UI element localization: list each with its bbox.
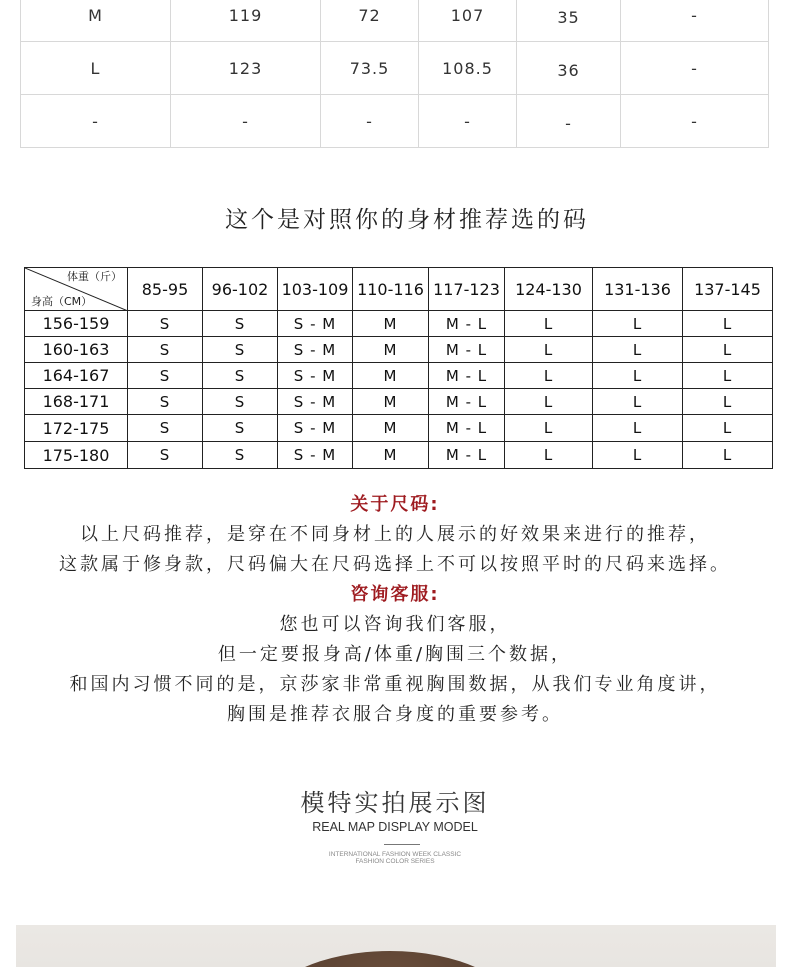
measurement-cell: 73.5 (321, 42, 419, 95)
height-range-cell: 172-175 (25, 415, 128, 442)
size-label-cell: L (21, 42, 171, 95)
service-notes-line: 您也可以咨询我们客服， (279, 614, 511, 635)
size-cell: L (683, 363, 773, 389)
size-row (21, 95, 769, 148)
size-cell: L (593, 442, 683, 469)
measurement-cell: 123 (171, 42, 321, 95)
size-cell: L (683, 337, 773, 363)
measurement-cell: 119 (171, 0, 321, 42)
size-notes-line: 这款属于修身款，尺码偏大在尺码选择上不可以按照平时的尺码来选择。 (59, 554, 731, 575)
height-range-cell: 160-163 (25, 337, 128, 363)
height-axis-label: 身高（CM） (31, 295, 93, 308)
size-notes-line: 以上尺码推荐，是穿在不同身材上的人展示的好效果来进行的推荐， (80, 524, 710, 545)
height-range-cell: 175-180 (25, 442, 128, 469)
size-cell: L (505, 337, 593, 363)
size-label-cell: - (21, 95, 171, 148)
size-cell: L (505, 442, 593, 469)
weight-range-header: 124-130 (505, 268, 593, 311)
height-range-cell: 164-167 (25, 363, 128, 389)
service-notes-line: 和国内习惯不同的是，京莎家非常重视胸围数据，从我们专业角度讲， (69, 674, 721, 695)
height-range-cell: 168-171 (25, 389, 128, 415)
measurement-cell: 36 (517, 42, 621, 95)
weight-axis-label: 体重（斤） (67, 270, 122, 283)
size-row (21, 0, 769, 42)
size-cell: L (683, 389, 773, 415)
model-section-tagline: FASHION COLOR SERIES (355, 858, 435, 865)
height-range-cell: 156-159 (25, 311, 128, 337)
weight-range-header: 110-116 (353, 268, 429, 311)
size-cell: S - M (278, 363, 353, 389)
recommendation-title: 这个是对照你的身材推荐选的码 (225, 207, 589, 233)
model-hair (265, 951, 515, 967)
size-cell: M (353, 389, 429, 415)
measurement-cell: 108.5 (419, 42, 517, 95)
section-divider (384, 844, 420, 845)
model-section-tagline: INTERNATIONAL FASHION WEEK CLASSIC (328, 851, 462, 858)
service-notes-line: 胸围是推荐衣服合身度的重要参考。 (227, 704, 563, 725)
size-cell: M - L (429, 415, 505, 442)
service-notes-heading: 咨询客服: (350, 584, 440, 605)
weight-range-header: 85-95 (128, 268, 203, 311)
size-cell: M - L (429, 363, 505, 389)
height-row (25, 311, 773, 337)
weight-range-header: 103-109 (278, 268, 353, 311)
measurement-cell: - (621, 95, 769, 148)
size-cell: S (128, 363, 203, 389)
size-cell: L (593, 389, 683, 415)
service-notes-line: 但一定要报身高/体重/胸围三个数据， (217, 644, 573, 665)
size-cell: S - M (278, 389, 353, 415)
size-cell: L (593, 311, 683, 337)
size-notes-heading: 关于尺码: (350, 494, 440, 515)
size-cell: S (128, 389, 203, 415)
weight-range-header: 96-102 (203, 268, 278, 311)
size-cell: S (203, 337, 278, 363)
size-cell: M (353, 363, 429, 389)
size-notes-block (0, 490, 790, 730)
size-cell: L (683, 442, 773, 469)
model-section-subtitle: REAL MAP DISPLAY MODEL (312, 820, 478, 834)
size-cell: S (203, 311, 278, 337)
size-cell: S (128, 337, 203, 363)
model-section-title: 模特实拍展示图 (300, 789, 490, 817)
height-row (25, 337, 773, 363)
size-label-cell: M (21, 0, 171, 42)
size-cell: L (593, 363, 683, 389)
size-cell: M (353, 415, 429, 442)
size-cell: S - M (278, 442, 353, 469)
size-cell: S - M (278, 311, 353, 337)
height-row (25, 442, 773, 469)
measurement-cell: - (621, 42, 769, 95)
size-cell: M - L (429, 311, 505, 337)
size-cell: S (128, 415, 203, 442)
size-cell: M - L (429, 389, 505, 415)
measurement-cell: - (419, 95, 517, 148)
measurement-cell: - (621, 0, 769, 42)
size-row (21, 42, 769, 95)
size-cell: L (593, 337, 683, 363)
corner-cell (25, 268, 128, 311)
measurement-cell: 72 (321, 0, 419, 42)
size-cell: M (353, 311, 429, 337)
measurement-cell: - (517, 95, 621, 148)
size-cell: S (203, 363, 278, 389)
model-photo (16, 925, 776, 967)
height-row (25, 415, 773, 442)
measurement-cell: - (171, 95, 321, 148)
weight-range-header: 137-145 (683, 268, 773, 311)
size-cell: L (593, 415, 683, 442)
size-cell: S (203, 442, 278, 469)
weight-range-header: 131-136 (593, 268, 683, 311)
size-cell: M - L (429, 442, 505, 469)
size-cell: M (353, 442, 429, 469)
size-cell: M - L (429, 337, 505, 363)
size-cell: S (128, 442, 203, 469)
measurement-cell: 107 (419, 0, 517, 42)
measurement-cell: - (321, 95, 419, 148)
weight-header-row (25, 268, 773, 311)
size-cell: S - M (278, 415, 353, 442)
size-cell: L (505, 415, 593, 442)
size-cell: S (128, 311, 203, 337)
size-cell: L (505, 363, 593, 389)
height-row (25, 389, 773, 415)
size-cell: S (203, 415, 278, 442)
size-cell: M (353, 337, 429, 363)
size-cell: S (203, 389, 278, 415)
size-cell: L (505, 311, 593, 337)
weight-range-header: 117-123 (429, 268, 505, 311)
size-cell: L (505, 389, 593, 415)
size-cell: S - M (278, 337, 353, 363)
size-measurement-table (20, 0, 769, 148)
size-recommendation-table (24, 267, 773, 469)
height-row (25, 363, 773, 389)
size-cell: L (683, 311, 773, 337)
measurement-cell: 35 (517, 0, 621, 42)
size-cell: L (683, 415, 773, 442)
